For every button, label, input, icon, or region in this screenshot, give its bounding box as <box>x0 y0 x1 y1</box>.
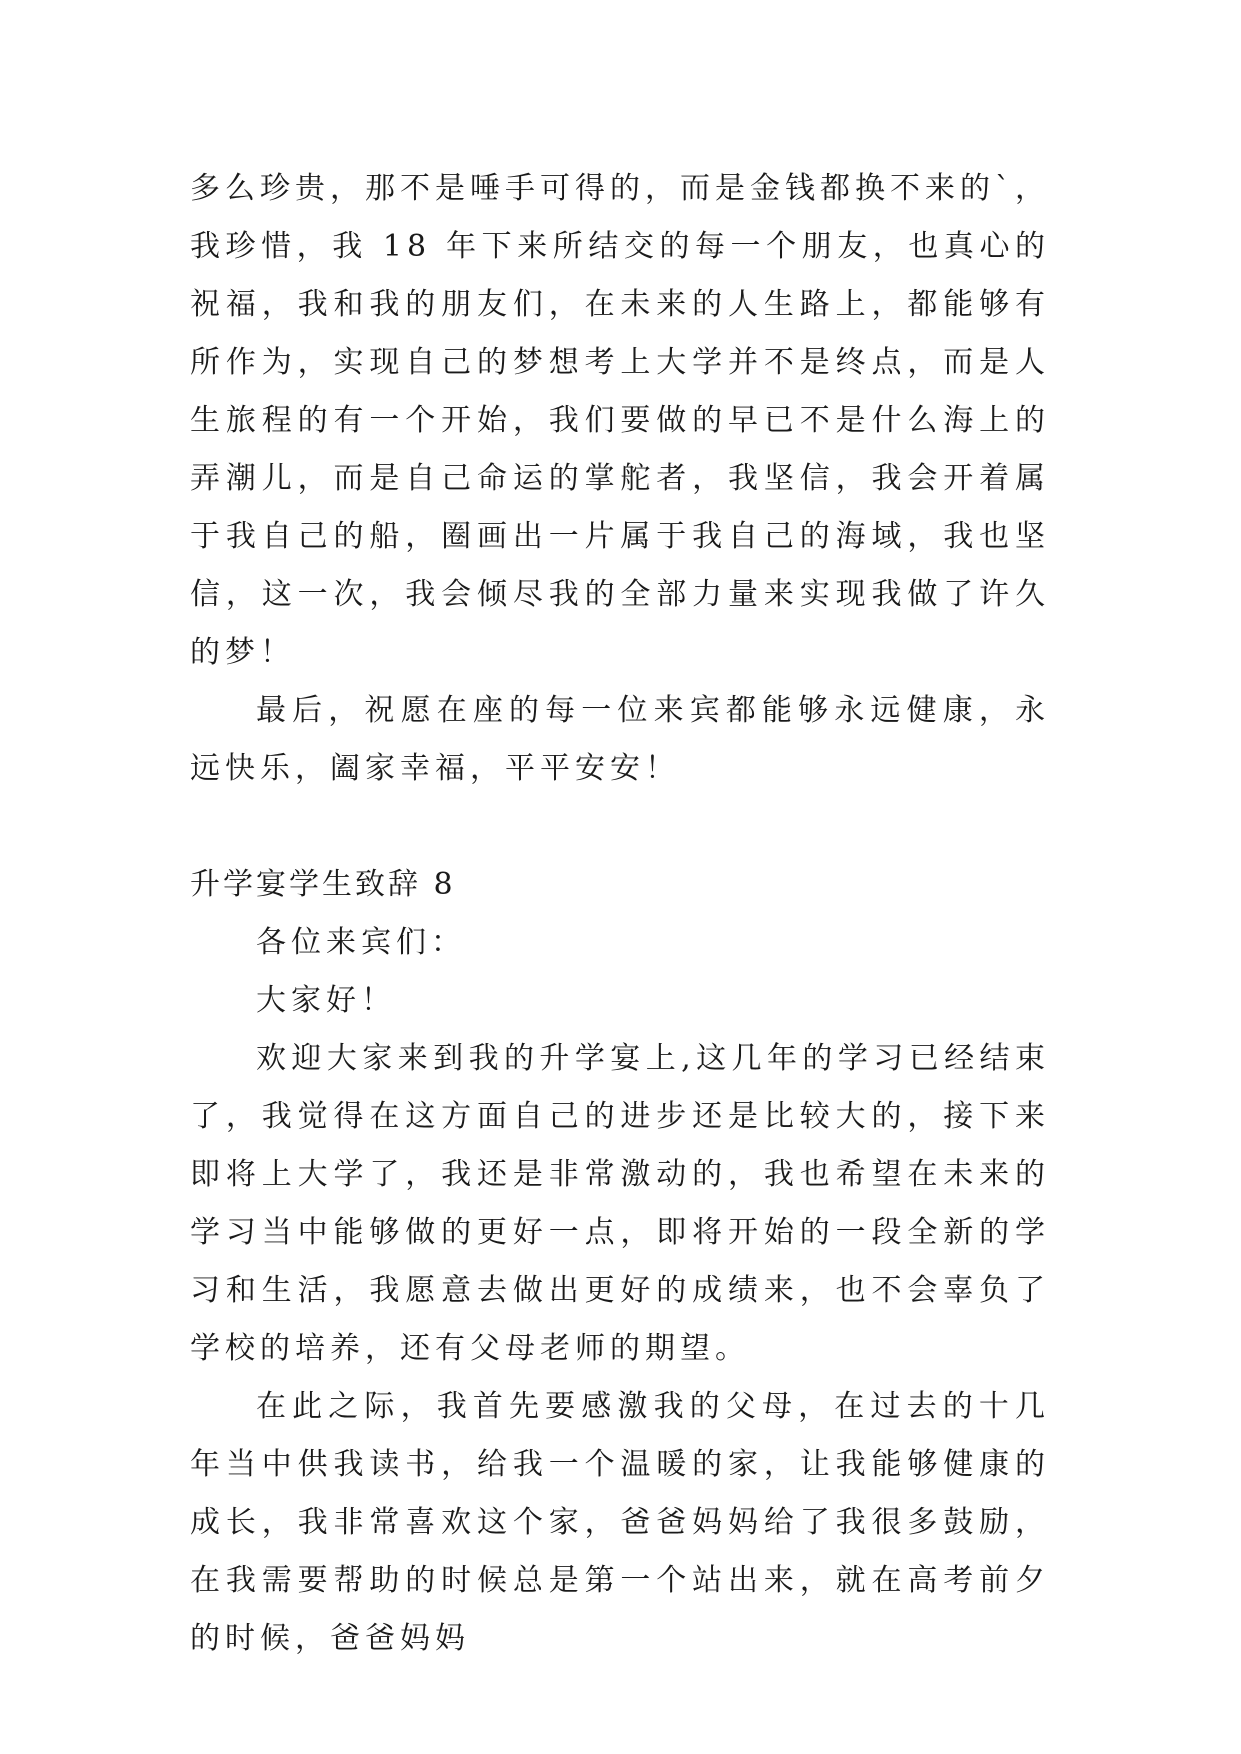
paragraph-blessing: 最后，祝愿在座的每一位来宾都能够永远健康，永远快乐，阖家幸福，平平安安！ <box>190 693 1050 786</box>
paragraph-welcome: 欢迎大家来到我的升学宴上,这几年的学习已经结束了，我觉得在这方面自己的进步还是比较大的，接下来即将上大学了，我还是非常激动的，我也希望在未来的学习当中能够做的更好一点，即将开始的一段全新的学习和生活，我愿意去做出更好的成绩来，也不会辜负了学校的培养，还有父母老师的期望。 <box>190 1041 1050 1366</box>
paragraph-gratitude: 在此之际，我首先要感激我的父母，在过去的十几年当中供我读书，给我一个温暖的家，让我能够健康的成长，我非常喜欢这个家，爸爸妈妈给了我很多鼓励，在我需要帮助的时候总是第一个站出来，就在高考前夕的时候，爸爸妈妈 <box>190 1389 1050 1656</box>
paragraph-greeting: 大家好！ <box>256 983 396 1018</box>
paragraph-salutation: 各位来宾们： <box>256 925 466 960</box>
paragraph-dream: 多么珍贵，那不是唾手可得的，而是金钱都换不来的`，我珍惜，我 18 年下来所结交的每一个朋友，也真心的祝福，我和我的朋友们，在未来的人生路上，都能够有所作为，实现自己的梦想考上大学并不是终点，而是人生旅程的有一个开始，我们要做的早已不是什么海上的弄潮儿，而是自己命运的掌舵者，我坚信，我会开着属于我自己的船，圈画出一片属于我自己的海域，我也坚信，这一次，我会倾尽我的全部力量来实现我做了许久的梦！ <box>190 171 1050 670</box>
document-body <box>190 160 1050 1668</box>
section-title: 升学宴学生致辞 8 <box>190 867 456 902</box>
